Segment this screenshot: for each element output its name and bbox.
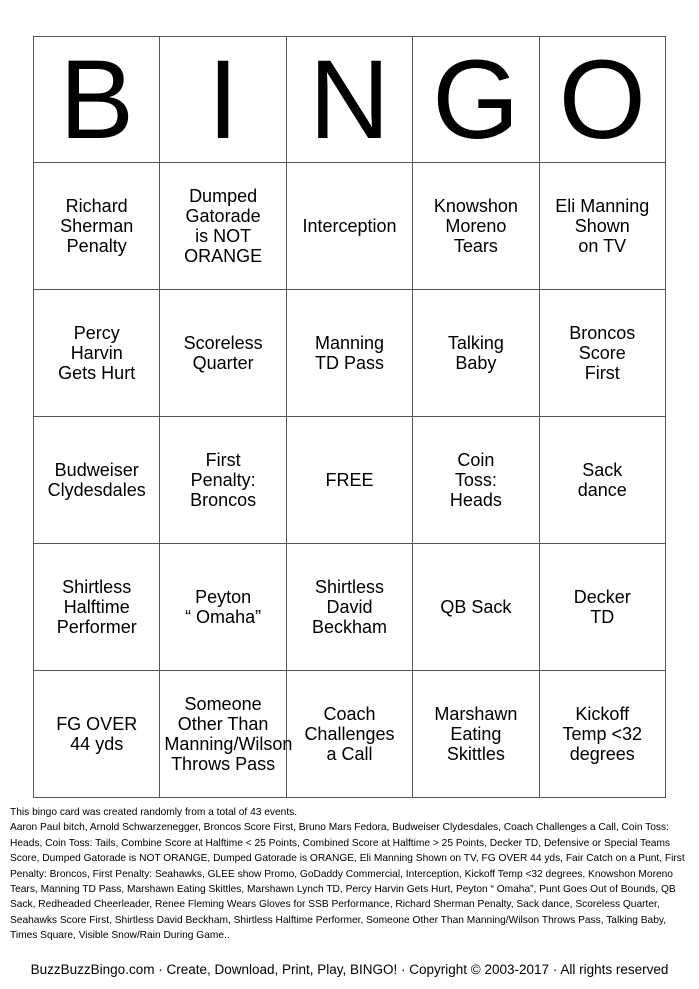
header-letter-b: B	[34, 37, 160, 163]
cell-text-line: Eli Manning	[555, 195, 650, 216]
cell-text-line: Percy	[73, 322, 120, 343]
cell-text-line: Moreno	[445, 215, 507, 236]
cell-text-line: Gatorade	[185, 205, 261, 226]
bingo-cell[interactable]	[286, 417, 412, 544]
bingo-cell[interactable]	[539, 544, 665, 671]
bingo-cell[interactable]	[34, 290, 160, 417]
header-letter-g: G	[413, 37, 539, 163]
bingo-cell[interactable]	[286, 290, 412, 417]
bingo-cell[interactable]	[539, 417, 665, 544]
cell-text-line: is NOT	[195, 226, 252, 246]
cell-text-line: David	[326, 596, 373, 617]
cell-text-line: First	[205, 449, 241, 470]
bingo-cell[interactable]	[286, 544, 412, 671]
header-letter-o: O	[539, 37, 665, 163]
cell-text-line: Manning/Wilson	[164, 734, 293, 754]
info-events: Aaron Paul bitch, Arnold Schwarzenegger, Broncos Score First, Bruno Mars Fedora, Budweiser Clydesdales, Coach Challenges a Call, Coin Toss: Heads, Coin Toss: Tails, Combine Score at Halftime < 25 Points, Combined Score at Halftime > 25 Points, Decker TD, Defensive or Special Teams Score, Dumped Gatorade is NOT ORANGE, Dumped Gatorade is ORANGE, Eli Manning Shown on TV, FG OVER 44 yds, Fair Catch on a Punt, First Penalty: Broncos, First Penalty: Seahawks, GLEE show Promo, GoDaddy Commercial, Interception, Kickoff Temp <32 degrees, Knowshon Moreno Tears, Manning TD Pass, Marshawn Eating Skittles, Marshawn Lynch TD, Percy Harvin Gets Hurt, Peyton “ Omaha”, Punt Goes Out of Bounds, QB Sack, Redheaded Cheerleader, Renee Fleming Wears Gloves for SSB Performance, Richard Sherman Penalty, Sack dance, Scoreless Quarter, Seahawks Score First, Shirtless David Beckham, Shirtless Halftime Performer, Someone Other Than Manning/Wilson Throws Pass, Talking Baby, Times Square, Visible Snow/Rain During Game..	[10, 822, 685, 942]
header-letter-i: I	[160, 37, 286, 163]
bingo-cell[interactable]	[160, 544, 286, 671]
cell-text-line: Manning	[314, 332, 384, 353]
bingo-cell[interactable]	[34, 671, 160, 798]
cell-text-line: Someone	[184, 693, 262, 714]
cell-text-line: Skittles	[446, 744, 505, 765]
cell-text-line: Shirtless	[62, 576, 132, 597]
cell-text-line: degrees	[569, 744, 635, 765]
cell-text-line: Other Than	[177, 713, 269, 734]
cell-text-line: Knowshon	[433, 195, 518, 216]
cell-text-line: Performer	[56, 617, 137, 638]
cell-text-line: Tears	[453, 236, 498, 257]
cell-text-line: 44 yds	[70, 734, 124, 754]
card-row	[34, 544, 666, 671]
card-row	[34, 671, 666, 798]
info-summary: This bingo card was created randomly from a total of 43 events.	[10, 807, 298, 818]
cell-text-line: Dumped	[189, 185, 258, 206]
cell-text-line: First	[584, 363, 620, 384]
cell-text-line: on TV	[578, 236, 627, 257]
cell-text-line: Shown	[574, 215, 630, 236]
cell-text-line: Throws Pass	[171, 754, 276, 775]
cell-text-line: FG OVER	[56, 713, 138, 734]
cell-text-line: TD	[590, 607, 615, 627]
cell-text-line: Quarter	[192, 353, 254, 373]
bingo-cell[interactable]	[286, 671, 412, 798]
cell-text-line: FREE	[325, 469, 374, 490]
cell-text-line: Talking	[447, 332, 504, 353]
cell-text-line: “ Omaha”	[185, 607, 262, 627]
bingo-cell[interactable]	[160, 163, 286, 290]
cell-text-line: Budweiser	[54, 459, 139, 480]
bingo-cell[interactable]	[160, 671, 293, 798]
cell-text-line: QB Sack	[440, 596, 512, 617]
cell-text-line: Coach	[323, 703, 376, 724]
cell-text-line: Richard	[65, 195, 128, 216]
bingo-cell[interactable]	[413, 544, 539, 671]
cell-text-line: Halftime	[63, 596, 130, 617]
cell-text-line: Sherman	[60, 215, 134, 236]
bingo-cell[interactable]	[413, 417, 539, 544]
cell-text-line: TD Pass	[314, 353, 384, 373]
cell-text-line: Harvin	[70, 342, 123, 363]
bingo-cell[interactable]	[34, 163, 160, 290]
cell-text-line: Eating	[450, 723, 502, 744]
cell-text-line: Coin	[457, 449, 495, 470]
cell-text-line: Baby	[455, 353, 497, 373]
card-row	[34, 163, 666, 290]
bingo-cell[interactable]	[539, 290, 665, 417]
cell-text-line: Beckham	[311, 617, 387, 638]
cell-text-line: Marshawn	[434, 703, 518, 724]
bingo-cell[interactable]	[539, 671, 665, 798]
cell-text-line: Scoreless	[183, 332, 263, 353]
cell-text-line: Kickoff	[575, 703, 630, 724]
cell-text-line: Shirtless	[314, 576, 384, 597]
cell-text-line: Penalty	[66, 236, 127, 257]
footer: BuzzBuzzBingo.com · Create, Download, Print, Play, BINGO! · Copyright © 2003-2017 · All rights reserved	[30, 962, 669, 977]
bingo-cell[interactable]	[286, 163, 412, 290]
cell-text-line: Decker	[573, 586, 631, 607]
bingo-cell[interactable]	[34, 417, 160, 544]
cell-text-line: Heads	[449, 490, 502, 511]
bingo-cell[interactable]	[160, 417, 286, 544]
cell-text-line: Peyton	[195, 586, 252, 607]
cell-text-line: Interception	[302, 215, 397, 236]
bingo-cell[interactable]	[539, 163, 665, 290]
card-info	[10, 805, 690, 944]
cell-text-line: Toss:	[454, 469, 497, 490]
cell-text-line: dance	[577, 480, 627, 500]
header-letter-n: N	[286, 37, 412, 163]
card-row	[34, 417, 666, 544]
cell-text-line: Clydesdales	[47, 480, 146, 500]
cell-text-line: Broncos	[569, 322, 636, 343]
bingo-cell[interactable]	[413, 671, 539, 798]
bingo-card	[33, 36, 666, 798]
cell-text-line: Broncos	[190, 490, 257, 511]
cell-text-line: a Call	[326, 744, 373, 765]
header-row	[34, 37, 666, 163]
bingo-cell[interactable]	[413, 163, 539, 290]
cell-text-line: Sack	[582, 459, 623, 480]
bingo-cell[interactable]	[34, 544, 160, 671]
cell-text-line: Temp <32	[562, 723, 643, 744]
cell-text-line: Score	[578, 342, 626, 363]
cell-text-line: Gets Hurt	[58, 363, 136, 384]
cell-text-line: Penalty:	[190, 469, 256, 490]
cell-text-line: Challenges	[304, 723, 395, 744]
bingo-cell[interactable]	[413, 290, 539, 417]
bingo-cell[interactable]	[160, 290, 286, 417]
card-row	[34, 290, 666, 417]
cell-text-line: ORANGE	[184, 246, 263, 267]
